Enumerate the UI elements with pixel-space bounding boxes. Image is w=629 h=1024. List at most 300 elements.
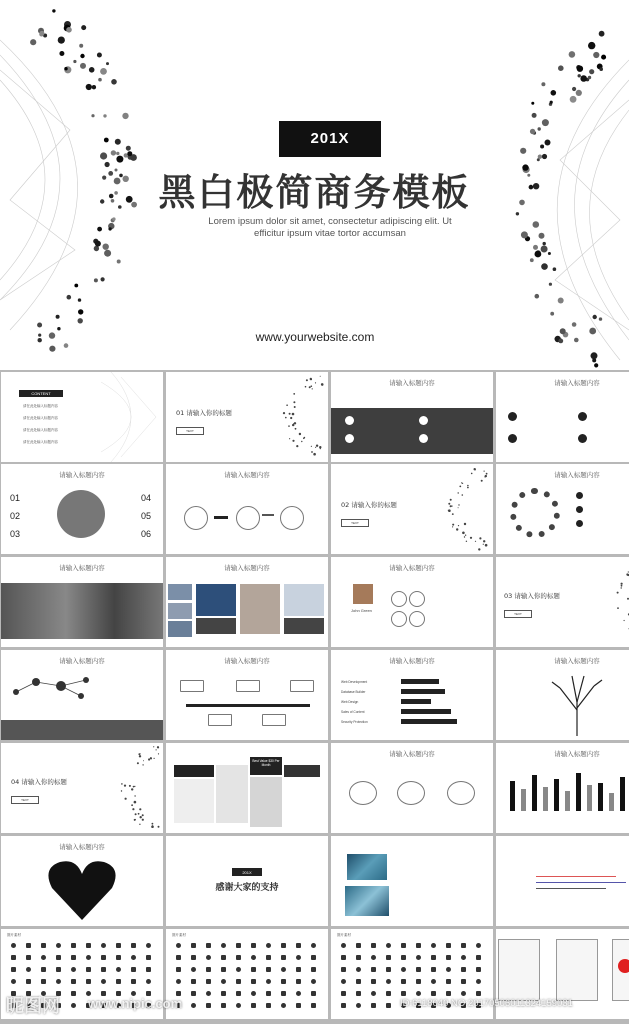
glyph-icon: [356, 967, 361, 972]
decor-dot: [153, 746, 154, 747]
slide-thumb-photo-band[interactable]: [1, 557, 163, 647]
decor-dot: [126, 196, 133, 203]
glyph-icon: [416, 991, 421, 996]
pricing-header: [174, 765, 214, 777]
decor-dot: [458, 525, 459, 526]
glyph-icon: [266, 991, 271, 996]
slide-thumb-section-03[interactable]: [496, 557, 629, 647]
screenshot-panel: [498, 939, 540, 1001]
decor-dot: [535, 251, 542, 258]
decor-dot: [558, 339, 563, 344]
dot-cluster: [436, 464, 493, 554]
glyph-icon: [431, 943, 436, 948]
glyph-icon: [476, 955, 481, 960]
glyph-icon: [386, 979, 391, 984]
decor-dot: [475, 541, 476, 542]
glyph-icon: [71, 943, 76, 948]
column-bar: [543, 787, 548, 811]
skill-ring: [409, 611, 425, 627]
number-label: 03: [10, 529, 21, 539]
decor-dot: [142, 819, 144, 821]
decor-dot: [479, 537, 481, 539]
glyph-icon: [341, 979, 346, 984]
slide-heading: 请输入标题内容: [389, 564, 435, 572]
glyph-icon: [371, 955, 376, 960]
glyph-icon: [236, 991, 241, 996]
glyph-icon: [146, 979, 151, 984]
decor-dot: [134, 786, 135, 787]
decor-dot: [142, 814, 144, 816]
decor-dot: [292, 413, 295, 416]
glyph-icon: [251, 979, 256, 984]
icon-sheet-title: 图片素材: [172, 933, 186, 937]
glyph-icon: [236, 943, 241, 948]
glyph-icon: [191, 943, 196, 948]
decor-dot: [102, 176, 106, 180]
brain-icon: [57, 490, 105, 538]
glyph-icon: [26, 967, 31, 972]
decor-dot: [541, 263, 548, 270]
decor-dot: [131, 202, 137, 208]
decor-dot: [73, 60, 76, 63]
decor-dot: [148, 758, 150, 760]
glyph-icon: [86, 955, 91, 960]
glyph-icon: [296, 967, 301, 972]
toc-item: 请在此处输入标题内容: [23, 440, 58, 444]
glyph-icon: [311, 979, 316, 984]
decor-dot: [142, 764, 143, 765]
glyph-icon: [206, 979, 211, 984]
decor-dot: [532, 113, 537, 118]
decor-dot: [121, 783, 123, 785]
glyph-icon: [176, 967, 181, 972]
glyph-icon: [266, 955, 271, 960]
link-line: [536, 876, 616, 877]
decor-dot: [621, 585, 623, 587]
decor-dot: [134, 801, 137, 804]
glyph-icon: [56, 943, 61, 948]
dark-band: [331, 408, 493, 454]
photo: [196, 584, 236, 616]
glyph-icon: [386, 967, 391, 972]
glyph-icon: [176, 943, 181, 948]
timeline: [186, 704, 310, 707]
decor-dot: [458, 507, 459, 508]
decor-dot: [542, 154, 547, 159]
decor-dot: [516, 212, 519, 215]
glyph-icon: [41, 967, 46, 972]
decor-dot: [522, 164, 528, 170]
decor-dot: [533, 183, 539, 189]
glyph-icon: [431, 991, 436, 996]
glyph-icon: [86, 967, 91, 972]
pricing-featured-label: Best Value $30 Per Month: [252, 759, 280, 767]
decor-dot: [540, 145, 544, 149]
decor-dot: [458, 504, 459, 505]
glyph-icon: [341, 1003, 346, 1008]
skyline-band: [1, 720, 163, 740]
photo: [168, 603, 192, 619]
decor-dot: [589, 328, 596, 335]
decor-dot: [104, 250, 111, 257]
slide-thumb-photo-grid[interactable]: [166, 557, 328, 647]
decor-dot: [519, 200, 525, 206]
decor-dot: [100, 152, 107, 159]
glyph-icon: [86, 979, 91, 984]
decor-dot: [574, 338, 579, 343]
glyph-icon: [236, 967, 241, 972]
glyph-icon: [116, 967, 121, 972]
decor-dot: [57, 327, 60, 330]
glyph-icon: [71, 967, 76, 972]
glyph-icon: [26, 955, 31, 960]
decor-dot: [94, 246, 99, 251]
glyph-icon: [116, 955, 121, 960]
glyph-icon: [131, 979, 136, 984]
decor-dot: [478, 548, 480, 550]
slide-heading: 请输入标题内容: [554, 379, 600, 387]
column-bar: [609, 793, 614, 811]
decor-dot: [530, 129, 535, 134]
glyph-icon: [146, 943, 151, 948]
photo: [284, 584, 324, 616]
cubes-icon: [419, 416, 428, 425]
caption-box: [284, 618, 324, 634]
glyph-icon: [266, 943, 271, 948]
slide-heading: 请输入标题内容: [554, 471, 600, 479]
decor-dot: [118, 205, 122, 209]
decor-dot: [452, 526, 453, 527]
glyph-icon: [41, 955, 46, 960]
target-icon: [280, 506, 304, 530]
decor-dot: [294, 406, 296, 408]
slide-thumb-equation[interactable]: [166, 464, 328, 554]
decor-dot: [79, 44, 83, 48]
decor-dot: [624, 620, 625, 621]
brain-icon: [349, 781, 377, 805]
decor-dot: [132, 808, 134, 810]
glyph-icon: [281, 967, 286, 972]
glyph-icon: [296, 979, 301, 984]
slide-thumb-bar-chart[interactable]: [331, 650, 493, 740]
decor-dot: [97, 53, 102, 58]
decor-dot: [114, 178, 121, 185]
slide-heading: 请输入标题内容: [389, 750, 435, 758]
photo: [240, 584, 280, 634]
decor-dot: [617, 607, 619, 609]
icon-sheet-title: 图片素材: [337, 933, 351, 937]
decor-dot: [535, 294, 540, 299]
slide-heading: 请输入标题内容: [389, 657, 435, 665]
bullet-icon: [576, 520, 583, 527]
cover-title: 黑白极简商务模板: [158, 171, 471, 214]
toc-item: 请在此处输入标题内容: [23, 416, 58, 420]
slide-thumb-brain[interactable]: [1, 464, 163, 554]
decor-dot: [599, 67, 603, 71]
decor-dot: [135, 819, 136, 820]
column-bar: [565, 791, 570, 811]
decor-dot: [81, 25, 86, 30]
glyph-icon: [371, 967, 376, 972]
flow-box: [290, 680, 314, 692]
chart-icon: [345, 416, 354, 425]
glyph-icon: [431, 967, 436, 972]
number-label: 05: [141, 511, 152, 521]
toc-item: 请在此处输入标题内容: [23, 404, 58, 408]
decor-dot: [572, 322, 577, 327]
decor-dot: [591, 352, 598, 359]
glyph-icon: [101, 979, 106, 984]
ring-chart: [510, 488, 560, 538]
column-bar: [532, 775, 537, 811]
decor-dot: [285, 417, 287, 419]
glyph-icon: [206, 967, 211, 972]
decor-dot: [545, 140, 551, 146]
glyph-icon: [446, 979, 451, 984]
glyph-icon: [416, 955, 421, 960]
decor-dot: [541, 82, 545, 86]
decor-dot: [321, 383, 324, 386]
pricing-column: [216, 765, 248, 823]
slide-thumb-dark-features[interactable]: [331, 372, 493, 462]
decor-dot: [464, 536, 465, 537]
decor-dot: [56, 315, 60, 319]
glyph-icon: [281, 943, 286, 948]
decor-dot: [531, 102, 534, 105]
decor-dot: [135, 813, 137, 815]
decor-dot: [550, 312, 554, 316]
column-bar: [554, 779, 559, 811]
decor-dot: [289, 413, 291, 415]
decor-dot: [315, 382, 316, 383]
decor-dot: [52, 9, 55, 12]
decor-dot: [570, 96, 577, 103]
glyph-icon: [281, 1003, 286, 1008]
glyph-icon: [131, 967, 136, 972]
section-title: 04 请输入你的标题: [11, 778, 67, 786]
decor-dot: [67, 295, 72, 300]
decor-dot: [617, 592, 619, 594]
decor-dot: [309, 386, 311, 388]
dot-cluster: [109, 743, 163, 833]
decor-dot: [288, 425, 290, 427]
glyph-icon: [461, 943, 466, 948]
slide-thumb-links[interactable]: [496, 836, 629, 926]
money-icon: [447, 781, 475, 805]
glyph-icon: [401, 979, 406, 984]
avatar: [353, 584, 373, 604]
link-line: [536, 882, 626, 883]
slide-heading: 请输入标题内容: [224, 471, 270, 479]
decor-dot: [119, 174, 123, 178]
glyph-icon: [56, 979, 61, 984]
glyph-icon: [251, 943, 256, 948]
decor-dot: [58, 37, 65, 44]
decor-dot: [154, 758, 155, 759]
slide-thumb-profile[interactable]: [331, 557, 493, 647]
text-button: TEXT: [341, 519, 369, 527]
decor-dot: [299, 433, 301, 435]
slide-thumb-flowchart[interactable]: [166, 650, 328, 740]
decor-dot: [124, 785, 126, 787]
glyph-icon: [281, 991, 286, 996]
glyph-icon: [221, 943, 226, 948]
decor-dot: [116, 152, 119, 155]
text-button: TEXT: [504, 610, 532, 618]
slide-heading: 请输入标题内容: [59, 564, 105, 572]
glyph-icon: [206, 1003, 211, 1008]
watercolor-image: [347, 854, 387, 880]
glyph-icon: [191, 979, 196, 984]
camera-icon: [508, 412, 517, 421]
decor-dot: [89, 67, 95, 73]
glyph-icon: [356, 979, 361, 984]
decor-dot: [283, 412, 285, 414]
slide-thumb-pricing[interactable]: [166, 743, 328, 833]
decor-dot: [125, 798, 127, 800]
decor-dot: [158, 753, 159, 754]
glyph-icon: [266, 967, 271, 972]
gear-icon: [397, 781, 425, 805]
slide-heading: 请输入标题内容: [554, 750, 600, 758]
glyph-icon: [116, 979, 121, 984]
equals-icon: [262, 514, 274, 516]
glyph-icon: [446, 967, 451, 972]
section-title: 02 请输入你的标题: [341, 501, 397, 509]
decor-dot: [103, 114, 106, 117]
cart-icon: [578, 434, 587, 443]
section-title: 03 请输入你的标题: [504, 592, 560, 600]
slide-heading: 请输入标题内容: [224, 657, 270, 665]
slide-thumb-icon-heart[interactable]: [1, 836, 163, 926]
glyph-icon: [341, 991, 346, 996]
decor-dot: [527, 174, 530, 177]
column-bar: [521, 789, 526, 811]
decor-dot: [589, 69, 594, 74]
glyph-icon: [206, 955, 211, 960]
glyph-icon: [386, 1003, 391, 1008]
watermark-logo: 昵图网: [6, 996, 60, 1017]
glyph-icon: [386, 991, 391, 996]
decor-dot: [533, 245, 538, 250]
decor-dot: [296, 445, 298, 447]
bar: [401, 689, 445, 694]
decor-dot: [481, 480, 483, 482]
section-title: 01 请输入你的标题: [176, 409, 232, 417]
slide-thumb-section-01[interactable]: [166, 372, 328, 462]
decor-dot: [292, 440, 294, 442]
decor-dot: [541, 246, 548, 253]
glyph-icon: [131, 955, 136, 960]
decor-dot: [137, 762, 139, 764]
slide-thumb-watercolor[interactable]: [331, 836, 493, 926]
slide-thumb-icon-features[interactable]: [496, 372, 629, 462]
profile-name: John Green: [351, 608, 372, 613]
decor-dot: [139, 755, 141, 757]
slide-thumb-icons[interactable]: [166, 929, 328, 1019]
decor-dot: [105, 162, 110, 167]
decor-dot: [92, 85, 96, 89]
decor-dot: [78, 318, 83, 323]
bar-label: Web Development: [341, 680, 368, 684]
decor-dot: [486, 473, 488, 475]
decor-dot: [533, 221, 540, 228]
pricing-column: [174, 779, 214, 823]
slide-thumb-tree[interactable]: [496, 650, 629, 740]
decor-dot: [450, 505, 452, 507]
slide-thumb-section-02[interactable]: [331, 464, 493, 554]
bar: [401, 679, 439, 684]
cover-subtitle: Lorem ipsum dolor sit amet, consectetur adipiscing elit. Ut efficitur ipsum vitae tortor accumsan: [208, 216, 452, 239]
decor-dot: [550, 101, 553, 104]
glyph-icon: [386, 955, 391, 960]
slide-heading: 请输入标题内容: [59, 843, 105, 851]
column-bar: [620, 777, 625, 811]
decor-dot: [592, 358, 596, 362]
glyph-icon: [341, 955, 346, 960]
decor-dot: [64, 67, 67, 70]
flow-box: [262, 714, 286, 726]
glyph-icon: [101, 955, 106, 960]
slide-thumbnail-grid: [0, 370, 629, 1024]
slide-thumb-process[interactable]: [331, 743, 493, 833]
decor-dot: [572, 87, 576, 91]
slide-thumb-network[interactable]: [1, 650, 163, 740]
decor-dot: [543, 242, 546, 245]
glyph-icon: [371, 991, 376, 996]
glyph-icon: [401, 943, 406, 948]
glyph-icon: [266, 1003, 271, 1008]
slide-thumb-column-chart[interactable]: [496, 743, 629, 833]
photo: [168, 584, 192, 600]
slide-thumb-thanks[interactable]: [166, 836, 328, 926]
decor-dot: [100, 68, 107, 75]
bar-label: Web Design: [341, 700, 359, 704]
watercolor-image: [345, 886, 389, 916]
slide-heading: 请输入标题内容: [554, 657, 600, 665]
decor-dot: [289, 438, 290, 439]
glyph-icon: [446, 943, 451, 948]
watermark-id: ID:6118040 NO:20170506011324159031: [400, 998, 573, 1009]
glyph-icon: [251, 967, 256, 972]
bullet-icon: [576, 492, 583, 499]
text-button: TEXT: [11, 796, 39, 804]
decor-dot: [301, 441, 302, 442]
slide-thumb-toc[interactable]: [1, 372, 163, 462]
glyph-icon: [356, 1003, 361, 1008]
decor-dot: [601, 55, 606, 60]
monitor-icon: [578, 412, 587, 421]
decor-dot: [290, 417, 292, 419]
glyph-icon: [371, 979, 376, 984]
decor-dot: [101, 277, 105, 281]
decor-dot: [30, 39, 36, 45]
decor-dot: [38, 338, 42, 342]
decor-dot: [471, 473, 473, 475]
slide-thumb-section-04[interactable]: [1, 743, 163, 833]
decor-dot: [156, 749, 157, 750]
glyph-icon: [296, 955, 301, 960]
slide-thumb-ring-chart[interactable]: [496, 464, 629, 554]
link-line: [536, 888, 606, 889]
bar-label: Database Builder: [341, 690, 366, 694]
decor-dot: [131, 788, 133, 790]
decor-dot: [621, 583, 623, 585]
decor-dot: [103, 244, 109, 250]
decor-dot: [551, 90, 557, 96]
decor-dot: [569, 51, 576, 58]
skill-ring: [409, 591, 425, 607]
